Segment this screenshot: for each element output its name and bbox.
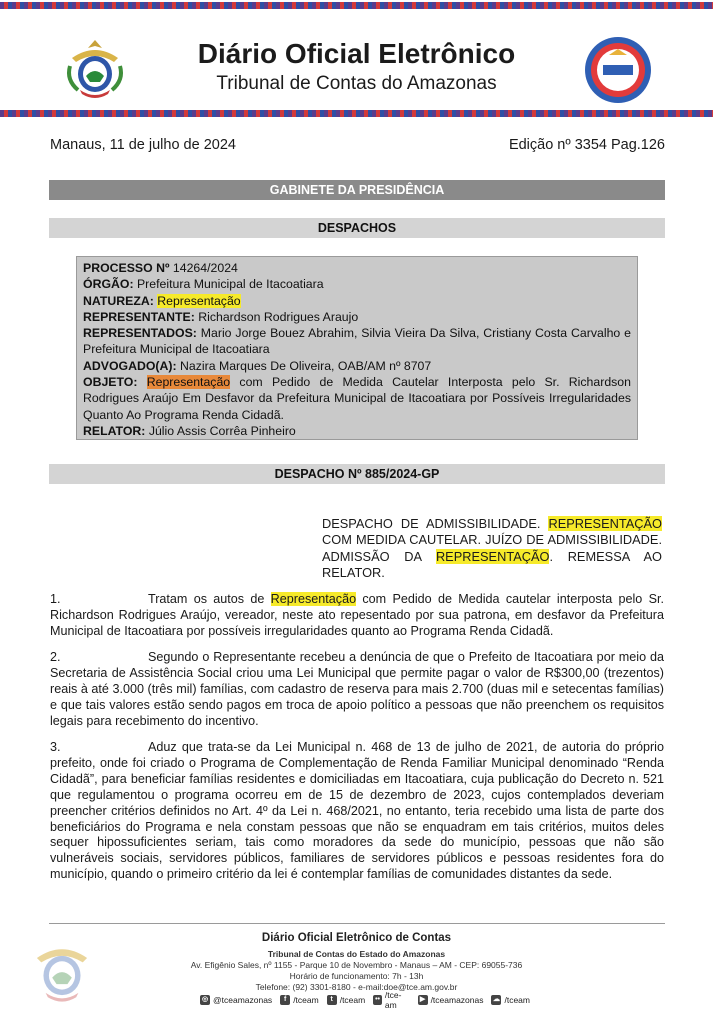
publication-date: Manaus, 11 de julho de 2024 (50, 137, 236, 153)
footer-hours: Horário de funcionamento: 7h - 13h (289, 971, 424, 981)
social-facebook[interactable]: f /tceam (280, 995, 319, 1005)
despacho-number-heading: DESPACHO Nº 885/2024-GP (49, 464, 665, 484)
social-twitter[interactable]: t /tceam (327, 995, 366, 1005)
natureza-highlight: Representação (157, 293, 241, 308)
footer-divider (49, 923, 665, 924)
page-header (0, 0, 713, 122)
advogado-row: ADVOGADO(A): Nazira Marques De Oliveira, OAB/AM nº 8707 (83, 358, 432, 373)
header-title: Diário Oficial Eletrônico (197, 38, 516, 69)
certification-seal-logo (583, 35, 653, 105)
footer-title: Diário Oficial Eletrônico de Contas (261, 932, 452, 944)
header-subtitle: Tribunal de Contas do Amazonas (216, 73, 497, 94)
paragraph-2-number: 2. (50, 650, 61, 664)
process-info-box (76, 256, 638, 440)
footer-address: Av. Efigênio Sales, nº 1155 - Parque 10 de Novembro - Manaus – AM - CEP: 69055-736 (190, 960, 523, 970)
paragraph-3-number: 3. (50, 740, 61, 754)
representante-row: REPRESENTANTE: Richardson Rodrigues Araujo (83, 309, 359, 324)
facebook-icon: f (280, 995, 290, 1005)
social-instagram[interactable]: ◎ @tceamazonas (201, 995, 273, 1005)
footer-institution: Tribunal de Contas do Estado do Amazonas (267, 949, 446, 959)
objeto-row: OBJETO: Representação com Pedido de Medida Cautelar Interposta pelo Sr. Richardson Rodrigues Araújo Em Desfavor da Prefeitura Municipal de Itacoatiara por Possíveis Irregularidades Quanto Ao Programa Renda Cidadã. (83, 375, 631, 422)
social-youtube[interactable]: ▶ /tceamazonas (418, 995, 484, 1005)
ementa-highlight-2: REPRESENTAÇÃO (435, 548, 550, 564)
twitter-icon: t (327, 995, 337, 1005)
paragraph-2: 2. Segundo o Representante recebeu a denúncia de que o Prefeito de Itacoatiara por meio da Secretaria de Assistência Social criou uma Lei Municipal que permite pagar o valor de R$300,00 (trezentos) reais à até 3.000 (três mil) famílias, com cadastro de reserva para mais 2.700 (duas mil e setecentas famílias) e que tais valores estão sendo pagos em troca de apoio político a pessoas que não preenchem os requisitos legais para recebimento do incentivo. (50, 650, 664, 728)
social-flickr[interactable]: •• /tce-am (375, 990, 402, 1010)
footer-coat-of-arms-logo (26, 934, 98, 1006)
paragraph-1-highlight: Representação (270, 592, 357, 606)
header-stripe-bottom (0, 110, 713, 117)
paragraph-1-number: 1. (50, 592, 61, 606)
youtube-icon: ▶ (418, 995, 428, 1005)
paragraph-1: 1. Tratam os autos de Representação com Pedido de Medida cautelar interposta pelo Sr. Richardson Rodrigues Araújo, vereador, neste ato repesentado por sua patrona, em desfavor da Prefeitura Municipal de Itacoatiara por possíveis irregularidades quanto ao Programa Renda Cidadã. (50, 592, 664, 638)
ementa-highlight-1: REPRESENTAÇÃO (548, 516, 662, 531)
processo-row: PROCESSO Nº 14264/2024 (83, 261, 238, 275)
soundcloud-icon: ☁ (492, 996, 500, 1003)
orgao-row: ÓRGÃO: Prefeitura Municipal de Itacoatiara (83, 277, 324, 292)
header-stripe-top (0, 2, 713, 9)
paragraph-3: 3. Aduz que trata-se da Lei Municipal n. 468 de 13 de julho de 2021, de autoria do próprio prefeito, onde foi criado o Programa de Complementação de Renda Familiar Municipal denominado “Renda Cidadã”, para beneficiar famílias residentes e domiciliadas em Itacoatiara, cuja publicação do Decreto n. 521 que regulamentou o programa ocorreu em de 15 de dezembro de 2023, cujos contemplados deveriam preencher critérios definidos no Art. 4º da Lei n. 468/2021, no entanto, teria recebido uma lista de parte dos beneficiários do Programa e nela constam pessoas que não se enquadram em tais critérios, muitos deles sequer hipossuficientes seriam, tais como moradores da sede do município, pessoas que não são vulneráveis sociais, servidores públicos, familiares de servidores públicos e pessoas residentes fora do município, quando o primeiro critério da lei é contemplar famílias de comunidades distantes da sede. (50, 740, 664, 882)
social-soundcloud[interactable]: ☁ /tceam (492, 995, 530, 1005)
natureza-row: NATUREZA: Representação (83, 293, 241, 308)
footer-contact: Telefone: (92) 3301-8180 - e-mail:doe@tce.am.gov.br (255, 982, 458, 992)
section-despachos: DESPACHOS (49, 218, 665, 238)
edition-page: Edição nº 3354 Pag.126 (508, 137, 665, 153)
section-gabinete: GABINETE DA PRESIDÊNCIA (49, 180, 665, 200)
ementa-block: DESPACHO DE ADMISSIBILIDADE. REPRESENTAÇÃO COM MEDIDA CAUTELAR. JUÍZO DE ADMISSIBILIDADE. ADMISSÃO DA REPRESENTAÇÃO. REMESSA AO RELATOR. (322, 516, 663, 580)
objeto-highlight: Representação (146, 375, 231, 390)
flickr-icon: •• (375, 996, 381, 1003)
instagram-icon: ◎ (201, 996, 209, 1003)
representados-row: REPRESENTADOS: Mario Jorge Bouez Abrahim, Silvia Vieira Da Silva, Cristiany Costa Carvalho e Prefeitura Municipal de Itacoatiara (83, 326, 631, 357)
relator-row: RELATOR: Júlio Assis Corrêa Pinheiro (83, 423, 296, 438)
social-links (200, 990, 530, 1010)
